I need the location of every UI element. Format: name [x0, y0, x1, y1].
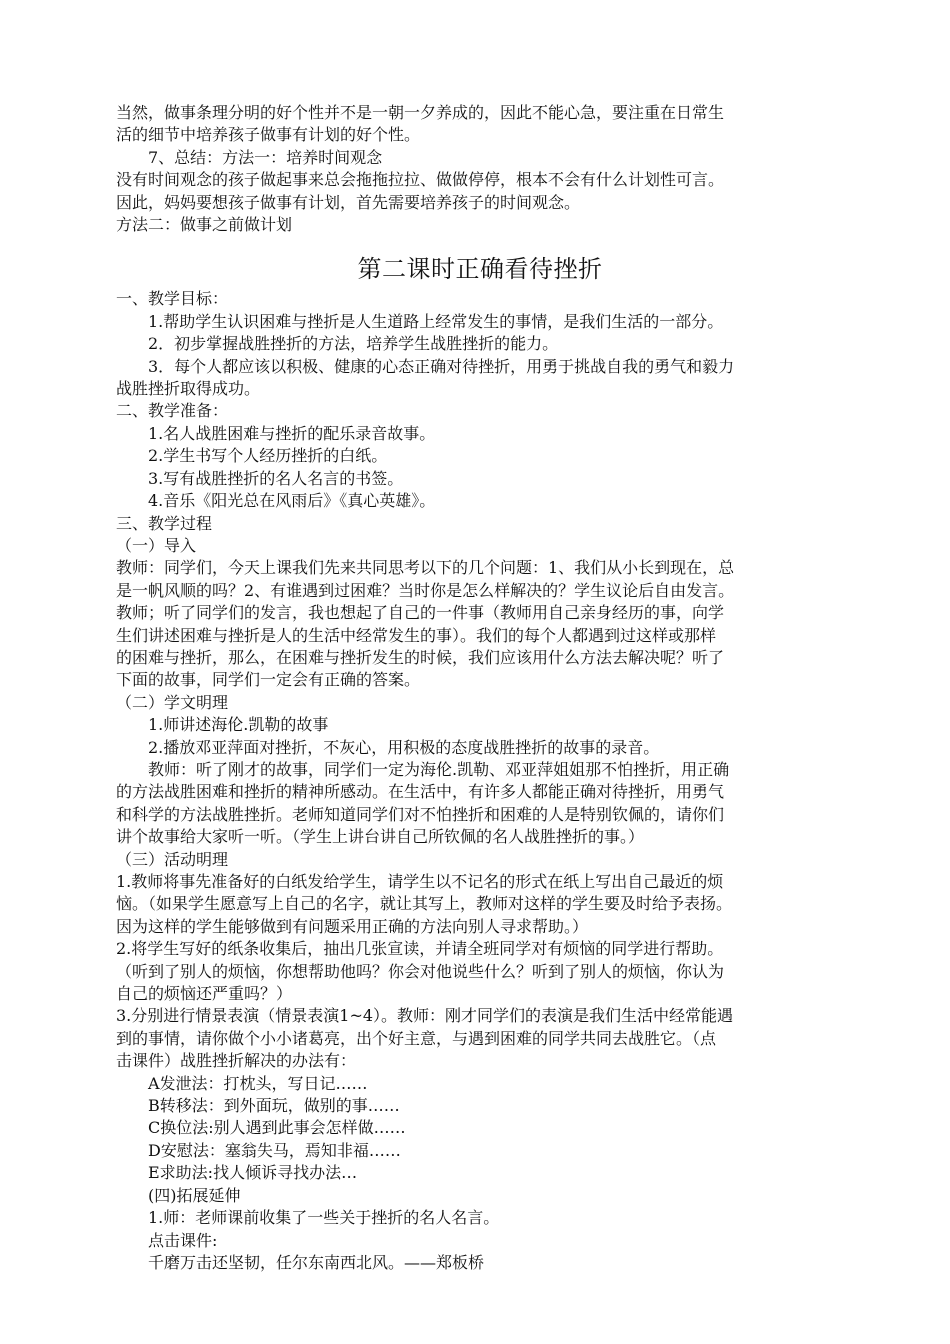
subsection-heading: （二）学文明理 — [116, 692, 229, 712]
method-item: B转移法：到外面玩，做别的事…… — [148, 1096, 400, 1116]
list-item: 1.名人战胜困难与挫折的配乐录音故事。 — [148, 423, 436, 443]
text-line: 恼。（如果学生愿意写上自己的名字，就让其写上，教师对这样的学生要及时给予表扬。 — [116, 894, 733, 914]
text-line: 当然，做事条理分明的好个性并不是一朝一夕养成的，因此不能心急，要注重在日常生 — [116, 103, 725, 122]
text-line: 是一帆风顺的吗？2、有谁遇到过困难？当时你是怎么样解决的？学生议论后自由发言。 — [116, 580, 735, 600]
text-line: 和科学的方法战胜挫折。老师知道同学们对不怕挫折和困难的人是特别钦佩的，请你们 — [116, 804, 725, 824]
text-line: 因此，妈妈要想孩子做事有计划，首先需要培养孩子的时间观念。 — [116, 192, 581, 212]
list-item: 4.音乐《阳光总在风雨后》《真心英雄》。 — [148, 491, 436, 511]
text-line: 因为这样的学生能够做到有问题采用正确的方法向别人寻求帮助。） — [116, 916, 589, 936]
quote-line: 千磨万击还坚韧，任尔东南西北风。——郑板桥 — [148, 1252, 485, 1272]
text-line: 2.将学生写好的纸条收集后，抽出几张宣读，并请全班同学对有烦恼的同学进行帮助。 — [116, 939, 724, 959]
section-heading: 三、教学过程 — [116, 513, 213, 533]
subsection-heading: （三）活动明理 — [116, 849, 229, 869]
text-line: （听到了别人的烦恼，你想帮助他吗？你会对他说些什么？听到了别人的烦恼，你认为 — [116, 961, 725, 981]
method-item: E求助法:找人倾诉寻找办法… — [148, 1163, 358, 1183]
text-line: 教师：听了刚才的故事，同学们一定为海伦.凯勒、邓亚萍姐姐那不怕挫折，用正确 — [148, 759, 730, 779]
document-page — [116, 102, 844, 1274]
text-line: 教师；听了同学们的发言，我也想起了自己的一件事（教师用自己亲身经历的事，向学 — [116, 603, 725, 623]
text-line: 活的细节中培养孩子做事有计划的好个性。 — [116, 125, 421, 145]
text-line: 生们讲述困难与挫折是人的生活中经常发生的事）。我们的每个人都遇到过这样或那样 — [116, 625, 717, 645]
list-item: 2.播放邓亚萍面对挫折，不灰心，用积极的态度战胜挫折的故事的录音。 — [148, 737, 660, 757]
text-line: 7、总结：方法一：培养时间观念 — [148, 147, 383, 167]
list-item: 1.帮助学生认识困难与挫折是人生道路上经常发生的事情，是我们生活的一部分。 — [148, 311, 724, 331]
text-line: 没有时间观念的孩子做起事来总会拖拖拉拉、做做停停，根本不会有什么计划性可言。 — [116, 170, 725, 190]
section-heading: 二、教学准备： — [116, 401, 229, 421]
lesson-title: 第二课时正确看待挫折 — [357, 255, 603, 284]
text-line: 1.教师将事先准备好的白纸发给学生，请学生以不记名的形式在纸上写出自己最近的烦 — [116, 872, 724, 891]
text-line: 方法二：做事之前做计划 — [116, 215, 293, 235]
list-item: 2．初步掌握战胜挫折的方法，培养学生战胜挫折的能力。 — [148, 334, 559, 354]
list-item: 1.师：老师课前收集了一些关于挫折的名人名言。 — [148, 1208, 500, 1228]
list-item: 3．每个人都应该以积极、健康的心态正确对待挫折，用勇于挑战自我的勇气和毅力 — [148, 356, 735, 376]
prep-section — [116, 400, 844, 512]
text-line: 3.分别进行情景表演（情景表演1~4）。教师：刚才同学们的表演是我们生活中经常能遇 — [116, 1006, 734, 1026]
list-item: 1.师讲述海伦.凯勒的故事 — [148, 715, 329, 735]
method-item: A发泄法：打枕头，写日记…… — [148, 1073, 368, 1093]
goals-section — [116, 288, 844, 400]
text-line: 的方法战胜困难和挫折的精神所感动。在生活中，有许多人都能正确对待挫折，用勇气 — [116, 782, 725, 802]
method-item: D安慰法：塞翁失马，焉知非福…… — [148, 1140, 401, 1160]
subsection-heading: （一）导入 — [116, 535, 197, 555]
intro-block — [116, 102, 844, 236]
method-item: C换位法:别人遇到此事会怎样做…… — [148, 1118, 406, 1138]
text-line: 击课件）战胜挫折解决的办法有： — [116, 1051, 357, 1071]
text-line: 到的事情，请你做个小小诸葛亮，出个好主意，与遇到困难的同学共同去战胜它。（点 — [116, 1028, 717, 1048]
section-heading: 一、教学目标： — [116, 289, 229, 309]
text-line: 自己的烦恼还严重吗？） — [116, 984, 293, 1004]
text-line: 点击课件: — [148, 1230, 218, 1250]
text-line: 讲个故事给大家听一听。（学生上讲台讲自己所钦佩的名人战胜挫折的事。） — [116, 827, 645, 847]
list-item: 3.写有战胜挫折的名人名言的书签。 — [148, 468, 404, 488]
text-line: 教师：同学们，今天上课我们先来共同思考以下的几个问题：1、我们从小长到现在，总 — [116, 558, 735, 578]
subsection-heading: (四)拓展延伸 — [148, 1185, 241, 1205]
list-item: 2.学生书写个人经历挫折的白纸。 — [148, 446, 388, 466]
text-line: 战胜挫折取得成功。 — [116, 379, 261, 399]
text-line: 的困难与挫折，那么，在困难与挫折发生的时候，我们应该用什么方法去解决呢？听了 — [116, 647, 725, 667]
process-section — [116, 513, 844, 1275]
text-line: 下面的故事，同学们一定会有正确的答案。 — [116, 670, 421, 690]
